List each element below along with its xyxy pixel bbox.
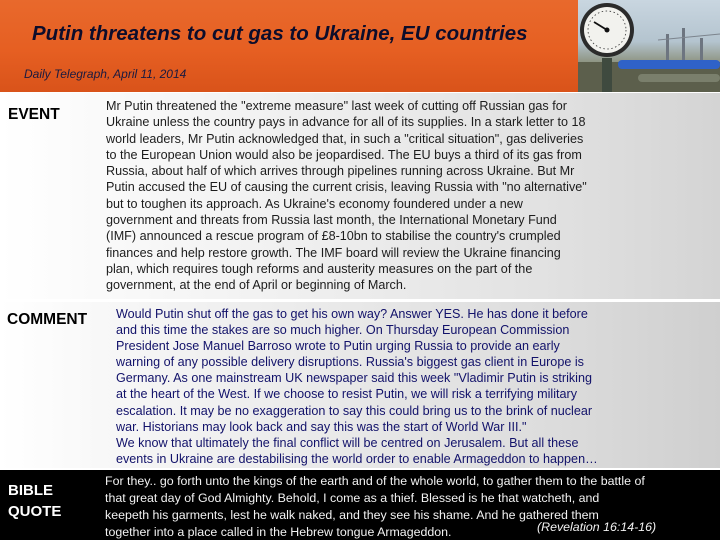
bible-quote-section [0,470,720,540]
header-banner [0,0,720,92]
event-label: EVENT [8,106,60,123]
comment-section [0,302,720,468]
bible-quote-reference: (Revelation 16:14-16) [537,520,657,534]
pressure-gauge-icon [578,0,720,92]
comment-text: Would Putin shut off the gas to get his own way? Answer YES. He has done it before and this time the stakes are so much higher. On Thursday European Commission President Jose Manuel Barroso wrote to Putin urging Russia to provide an early warning of any possible delivery disruptions. Russia's biggest gas client in Europe is Germany. As one mainstream UK newspaper said this week "Vladimir Putin is striking at the heart of the West. If we choose to resist Putin, we will risk a terrifying military escalation. It may be no exaggeration to say this could bring us to the brink of nuclear war. Historians may look back and say this was the start of World War III." We know that ultimately the final conflict will be centred on Jerusalem. But all these events in Ukraine are destabilising the world order to enable Armageddon to happen… [116,307,598,466]
bible-quote-label-line1: BIBLE [8,482,53,499]
bible-quote-label [8,480,61,522]
event-section [0,93,720,299]
comment-label: COMMENT [7,311,88,328]
source-citation: Daily Telegraph, April 11, 2014 [24,67,187,81]
page-title: Putin threatens to cut gas to Ukraine, EU countries [32,22,528,45]
gas-pipeline-photo [578,0,720,92]
event-text: Mr Putin threatened the "extreme measure" last week of cutting off Russian gas for Ukraine unless the country pays in advance for all of its supplies. In a stark letter to 18 world leaders, Mr Putin acknowledged that, in such a "critical situation", gas deliveries to the European Union would also be jeopardised. The EU buys a third of its gas from Russia, about half of which arrives through pipelines running across Ukraine. But Mr Putin accused the EU of causing the current crisis, leaving Russia with "no alternative" but to toughen its approach. As Ukraine's economy foundered under a new government and threats from Russia last month, the International Monetary Fund (IMF) announced a rescue program of £8-10bn to stabilise the country's crumpled finances and help restore growth. The IMF board will review the Ukraine financing plan, which requires tough reforms and austerity measures on the part of the government, at the end of April or beginning of March. [106,99,587,293]
bible-quote-label-line2: QUOTE [8,503,62,520]
bible-quote-text: For they.. go forth unto the kings of the earth and of the whole world, to gather them to the battle of that great day of God Almighty. Behold, I come as a thief. Blessed is he that watcheth, and keepeth his garments, lest he walk naked, and they see his shame. And he gathered them together into a place called in the Hebrew tongue Armageddon. [105,474,645,539]
